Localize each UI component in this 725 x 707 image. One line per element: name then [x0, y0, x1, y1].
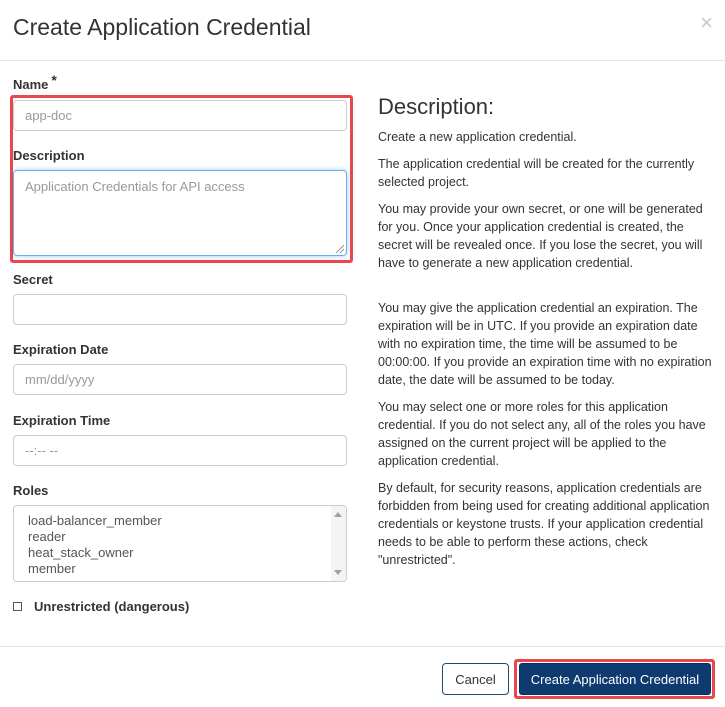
resize-grip-icon[interactable] [336, 245, 344, 253]
scroll-down-icon[interactable] [334, 570, 342, 575]
help-paragraph: You may provide your own secret, or one will be generated for you. Once your application credential is created, the secret will be revealed once. If you lose the secret, you will have to generate a new application credential. [378, 202, 703, 270]
description-text: Application Credentials for API access [25, 179, 245, 194]
scroll-up-icon[interactable] [334, 512, 342, 517]
expiration-date-input[interactable]: mm/dd/yyyy [13, 364, 347, 395]
role-option[interactable]: reader [28, 529, 66, 544]
expiration-date-label: Expiration Date [13, 342, 109, 357]
unrestricted-label[interactable]: Unrestricted (dangerous) [34, 599, 190, 614]
help-paragraph: By default, for security reasons, application credentials are forbidden from being used for creating additional application credentials or keystone trusts. If your application credential needs to be able to perform these actions, check "unrestricted". [378, 481, 710, 567]
help-paragraph: You may select one or more roles for this application credential. If you do not select any, all of the roles you have assigned on the current project will be applied to the application credential. [378, 400, 706, 468]
expiration-time-label: Expiration Time [13, 413, 111, 428]
footer-divider [0, 646, 725, 647]
help-paragraph: Create a new application credential. [378, 130, 577, 144]
roles-scrollbar[interactable] [331, 506, 346, 581]
help-paragraph: You may give the application credential an expiration. The expiration will be in UTC. If you provide an expiration date with no expiration time, the time will be assumed to be 00:00:00. If you provide an expiration time with no expiration date, the date will be assumed to be today. [378, 301, 712, 387]
name-input[interactable]: app-doc [13, 100, 347, 131]
secret-input[interactable] [13, 294, 347, 325]
role-option[interactable]: load-balancer_member [28, 513, 162, 528]
name-label: Name * [13, 72, 57, 92]
modal-title: Create Application Credential [13, 14, 311, 40]
roles-select[interactable] [13, 505, 347, 582]
help-heading: Description: [378, 94, 495, 119]
description-textarea[interactable] [13, 170, 347, 256]
role-option[interactable]: member [28, 561, 76, 576]
create-credential-button[interactable]: Create Application Credential [519, 663, 711, 695]
required-mark: * [51, 72, 57, 88]
roles-label: Roles [13, 483, 49, 498]
cancel-button[interactable]: Cancel [442, 663, 509, 695]
expiration-time-input[interactable]: --:-- -- [13, 435, 347, 466]
secret-label: Secret [13, 272, 53, 287]
help-paragraph: The application credential will be created for the currently selected project. [378, 157, 695, 189]
header-divider [0, 60, 725, 61]
close-icon[interactable]: × [700, 10, 713, 35]
description-label: Description [13, 148, 85, 163]
unrestricted-checkbox[interactable] [13, 602, 22, 611]
role-option[interactable]: heat_stack_owner [28, 545, 134, 560]
